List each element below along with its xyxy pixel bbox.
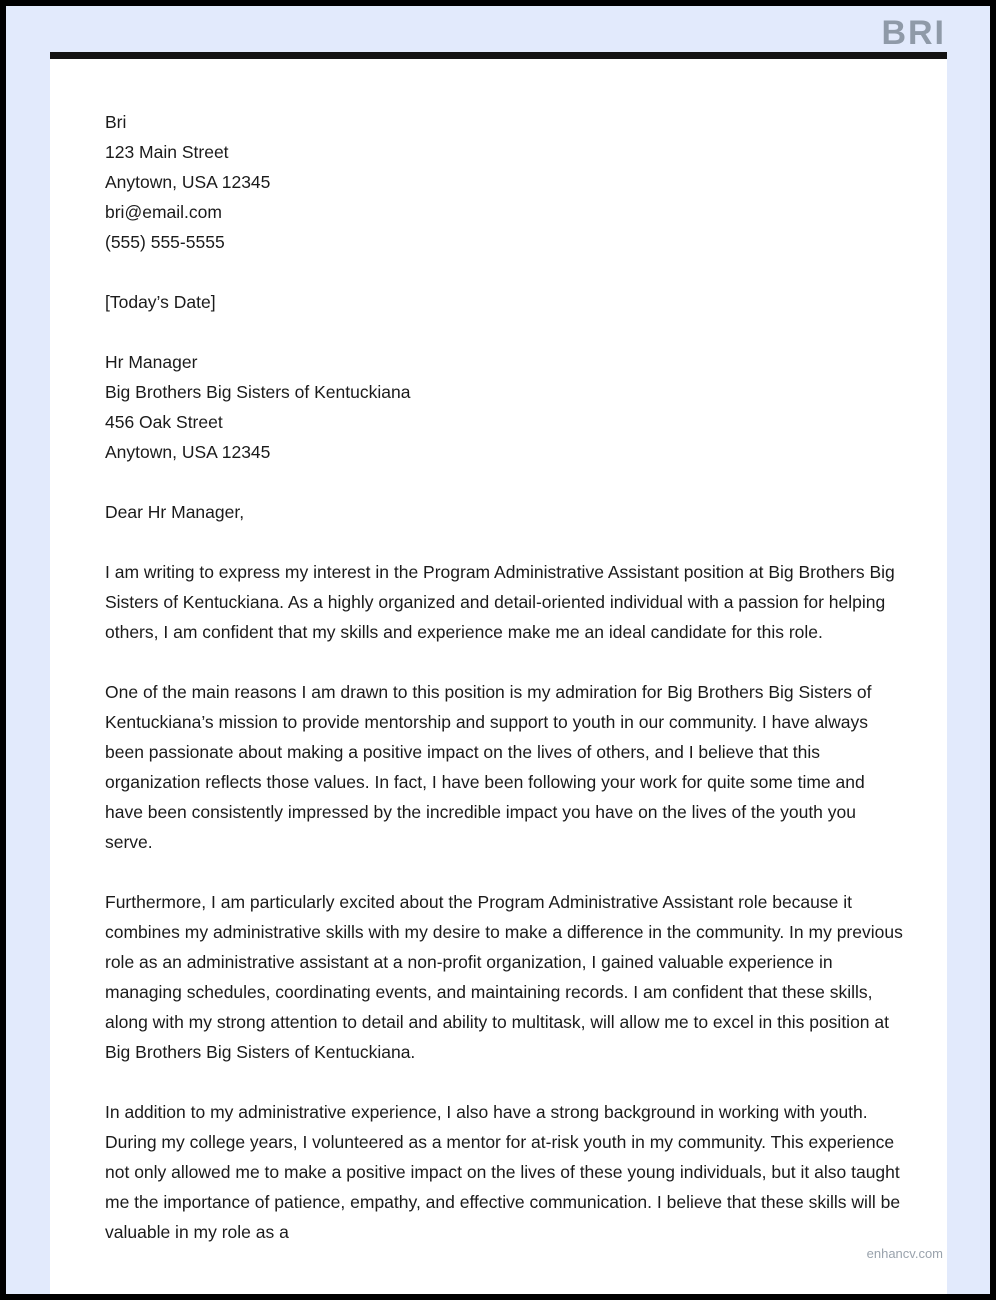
sender-email: bri@email.com [105, 202, 222, 222]
recipient-organization: Big Brothers Big Sisters of Kentuckiana [105, 382, 411, 402]
letter-paragraph: I am writing to express my interest in the Program Administrative Assistant position at Big Brothers Big Sisters of Kentuckiana. As a highly organized and detail-oriented individual with a passion for helping others, I am confident that my skills and experience make me an ideal candidate for this role. [105, 562, 895, 642]
salutation: Dear Hr Manager, [105, 502, 245, 522]
site-watermark: enhancv.com [866, 1246, 943, 1261]
letter-paragraph: One of the main reasons I am drawn to this position is my admiration for Big Brothers Big Sisters of Kentuckiana’s mission to provide mentorship and support to youth in our community. I have always been passionate about making a positive impact on the lives of others, and I believe that this organization reflects those values. In fact, I have been following your work for quite some time and have been consistently impressed by the incredible impact you have on the lives of the youth you serve. [105, 682, 872, 852]
sender-phone: (555) 555-5555 [105, 232, 225, 252]
recipient-address-block [105, 347, 905, 467]
sender-city-state-zip: Anytown, USA 12345 [105, 172, 271, 192]
document-page [6, 6, 990, 1294]
sender-street: 123 Main Street [105, 142, 229, 162]
letter-paragraph: In addition to my administrative experience, I also have a strong background in working with youth. During my college years, I volunteered as a mentor for at-risk youth in my community. This experience not only allowed me to make a positive impact on the lives of these young individuals, but it also taught me the importance of patience, empathy, and effective communication. I believe that these skills will be valuable in my role as a [105, 1102, 901, 1242]
brand-logo: BRI [881, 14, 946, 52]
cover-letter-body [105, 107, 905, 1277]
sender-address-block [105, 107, 905, 257]
recipient-name: Hr Manager [105, 352, 198, 372]
sender-name: Bri [105, 112, 127, 132]
letter-paragraph: Furthermore, I am particularly excited about the Program Administrative Assistant role because it combines my administrative skills with my desire to make a difference in the community. In my previous role as an administrative assistant at a non-profit organization, I gained valuable experience in managing schedules, coordinating events, and maintaining records. I am confident that these skills, along with my strong attention to detail and ability to multitask, will allow me to excel in this position at Big Brothers Big Sisters of Kentuckiana. [105, 892, 903, 1062]
recipient-city-state-zip: Anytown, USA 12345 [105, 442, 271, 462]
recipient-street: 456 Oak Street [105, 412, 223, 432]
letter-date: [Today’s Date] [105, 292, 216, 312]
cover-letter-sheet [50, 52, 947, 1294]
